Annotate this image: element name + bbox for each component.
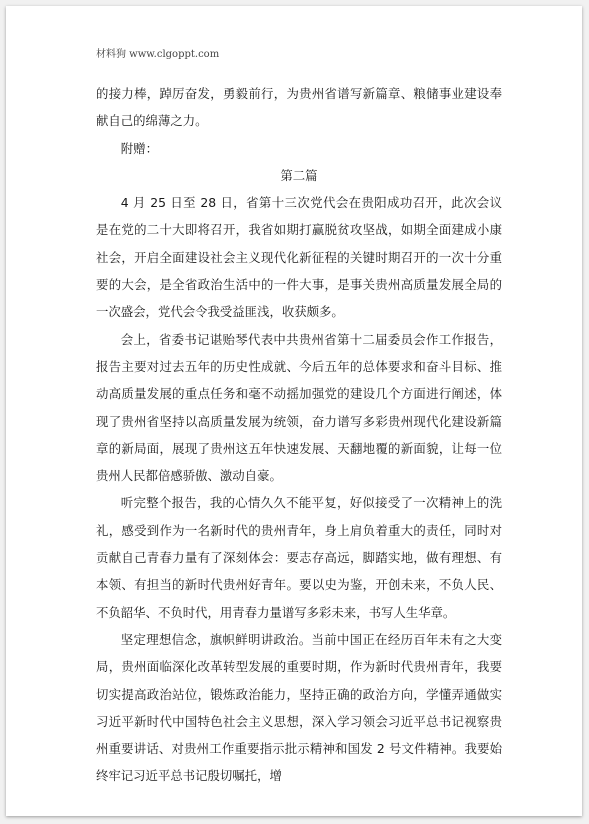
paragraph: 会上，省委书记谌贻琴代表中共贵州省第十二届委员会作工作报告，报告主要对过去五年的历史性成就、今后五年的总体要求和奋斗目标、推动高质量发展的重点任务和毫不动摇加强党的建设几个方面进行阐述，体现了贵州省坚持以高质量发展为统领，奋力谱写多彩贵州现代化建设新篇章的新局面，展现了贵州这五年快速发展、天翻地覆的新面貌，让每一位贵州人民都倍感骄傲、激动自豪。 bbox=[96, 331, 502, 484]
paragraph: 4 月 25 日至 28 日，省第十三次党代会在贵阳成功召开，此次会议是在党的二十大即将召开，我省如期打赢脱贫攻坚战，如期全面建成小康社会，开启全面建设社会主义现代化新征程的关键时期召开的一次十分重要的大会，是全省政治生活中的一件大事，是事关贵州高质量发展全局的一次盛会，党代会令我受益匪浅，收获颇多。 bbox=[96, 195, 502, 320]
paragraph: 坚定理想信念，旗帜鲜明讲政治。当前中国正在经历百年未有之大变局，贵州面临深化改革转型发展的重要时期，作为新时代贵州青年，我要切实提高政治站位，锻炼政治能力，坚持正确的政治方向，学懂弄通做实习近平新时代中国特色社会主义思想，深入学习领会习近平总书记视察贵州重要讲话、对贵州工作重要指示批示精神和国发 2 号文件精神。我要始终牢记习近平总书记殷切嘱托，增 bbox=[96, 631, 502, 784]
paragraph-appendix-label: 附赠： bbox=[120, 140, 158, 156]
section-heading: 第二篇 bbox=[280, 167, 318, 183]
page-header-watermark: 材料狗 www.clgoppt.com bbox=[96, 49, 220, 60]
document-page bbox=[6, 6, 582, 816]
paragraph: 听完整个报告，我的心情久久不能平复，好似接受了一次精神上的洗礼，感受到作为一名新时代的贵州青年，身上肩负着重大的责任，同时对贡献自己青春力量有了深刻体会：要志存高远，脚踏实地，做有理想、有本领、有担当的新时代贵州好青年。要以史为鉴，开创未来，不负人民、不负韶华、不负时代，用青春力量谱写多彩未来，书写人生华章。 bbox=[96, 495, 502, 620]
paragraph-continued: 的接力棒，踔厉奋发，勇毅前行，为贵州省谱写新篇章、粮储事业建设奉献自己的绵薄之力。 bbox=[96, 86, 502, 129]
document-body bbox=[96, 80, 502, 790]
